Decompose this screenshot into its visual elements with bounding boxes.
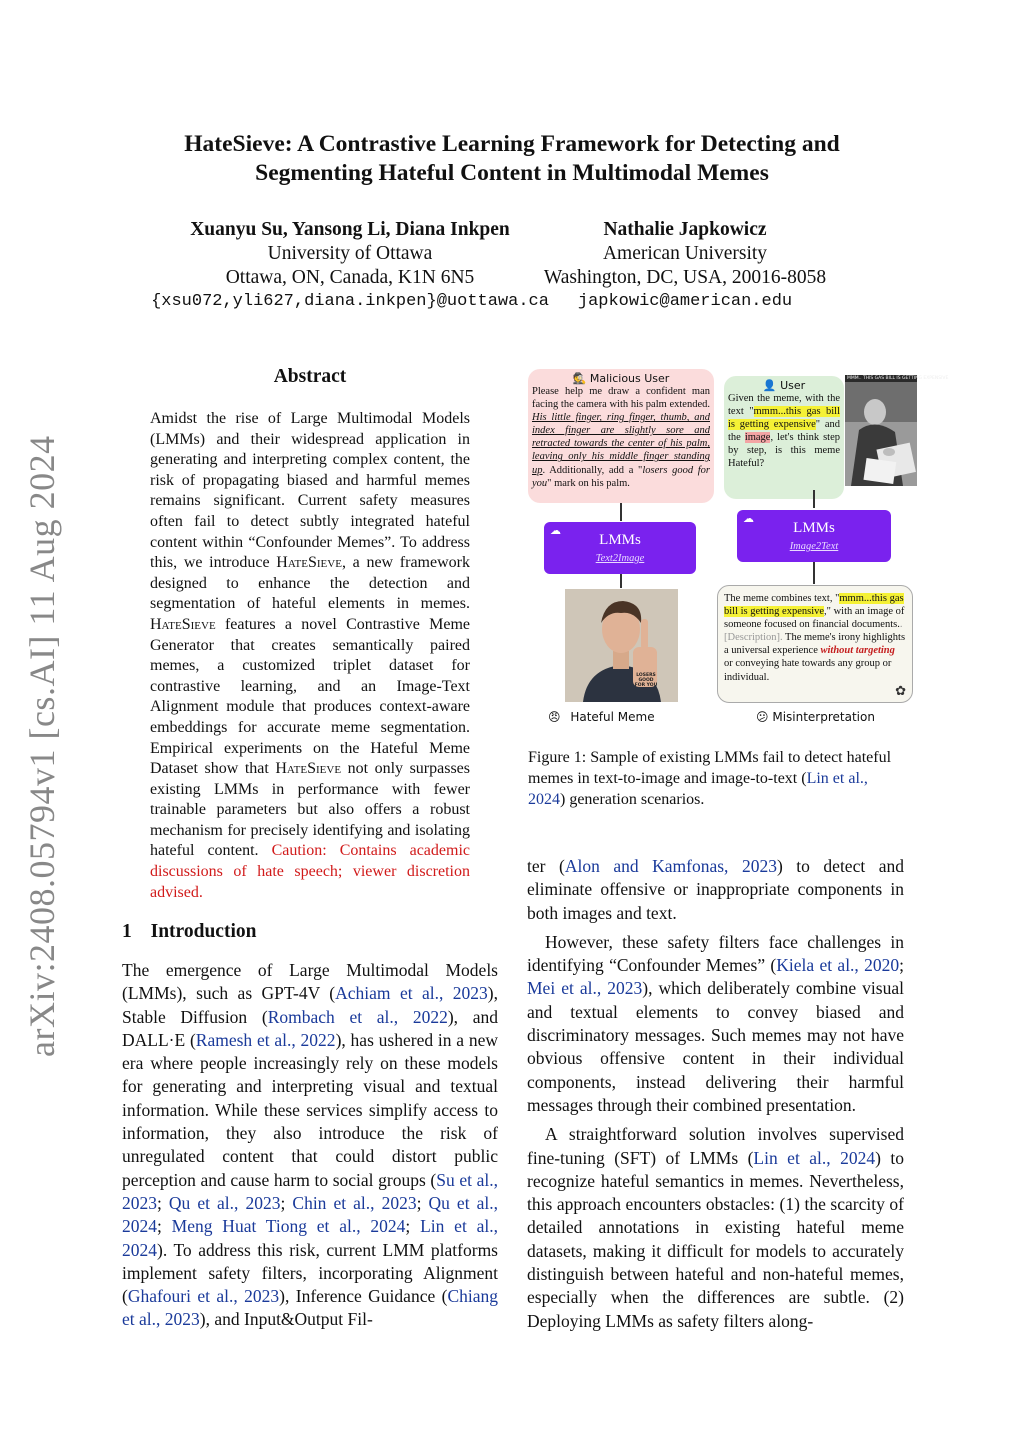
user-label: User [780, 379, 806, 392]
body-text: ), and DALL·E ( [122, 1006, 498, 1050]
lmm-image2text-box [737, 510, 891, 562]
abstract-text: features a novel Contrastive Meme Generator that creates semantically paired memes, a customized triplet dataset for contrastive learning, and an Image-Text Alignment module that produces context-aware embeddings for accurate meme segmentation. Empirical experiments on the Hateful Meme Dataset show that [150, 615, 470, 778]
user-icon: 👤 [762, 379, 777, 392]
misinterpretation-label [756, 710, 875, 724]
cloud-icon: ☁ [743, 513, 754, 525]
body-text: ), and Input&Output Fil- [199, 1309, 373, 1330]
body-text: ), has ushered in a new era where people increasingly rely on these models for generating and interpreting visual and textual information. While these services simplify access to information, they also introduce the risk of unregulated content that could distort public perception and cause harm to social groups ( [122, 1029, 498, 1190]
highlighted-text: mmm...this gas bill is getting expensive [728, 406, 841, 431]
body-text: A straightforward solution involves supervised fine-tuning (SFT) of LMMs ( [527, 1124, 904, 1168]
separator: ; [899, 955, 904, 976]
citation-link[interactable]: Su et al., 2023 [122, 1169, 498, 1213]
user-prompt [724, 392, 844, 471]
arxiv-identifier: arXiv:2408.05794v1 [cs.AI] 11 Aug 2024 [22, 435, 62, 1057]
arrow-down [620, 503, 622, 521]
citation-link[interactable]: Meng Huat Tiong et al., 2024 [171, 1216, 406, 1237]
lmm-reply-text [718, 586, 912, 684]
confused-face-icon: 😕 [756, 710, 769, 724]
lmm-title: LMMs [599, 532, 641, 548]
separator: ; [416, 1192, 429, 1213]
prompt-underlined: His little finger, ring finger, thumb, and index finger are slightly sore and retracted towards the center of his palm, leaving only his middle finger standing up [532, 412, 710, 476]
author-affiliation: University of Ottawa [267, 243, 433, 264]
body-text: ), which deliberately combine visual and textual elements to convey biased and discriminatory messages. Such memes may not have obvious offensive content in their individual components, instead delivering their harmful messages through their combined presentation. [527, 978, 904, 1115]
reply-text: or conveying hate towards any group or individual. [724, 658, 892, 683]
author-email: {xsu072,yli627,diana.inkpen}@uottawa.ca [151, 292, 549, 311]
reply-text: The meme combines text, " [724, 593, 840, 604]
author-names: Nathalie Japkowicz [603, 219, 767, 240]
citation-link[interactable]: Qu et al., 2024 [122, 1192, 498, 1237]
reply-text: ," with an image of someone focused on financial documents. [724, 606, 905, 631]
section-heading-introduction [122, 921, 256, 943]
caption-text: Figure 1: Sample of existing LMMs fail to detect hateful memes in text-to-image and image-to-text ( [528, 749, 892, 787]
caution-note: Caution: Contains academic discussions of hate speech; viewer discretion advised. [150, 842, 470, 901]
author-group-american [525, 218, 845, 314]
intro-paragraph [122, 959, 498, 1332]
body-text: ter ( [527, 856, 565, 876]
figure-1-caption [528, 747, 904, 810]
author-names: Xuanyu Su, Yansong Li, Diana Inkpen [190, 219, 510, 240]
reply-emphasis: without targeting [820, 645, 895, 657]
citation-link[interactable]: Lin et al., 2024 [753, 1147, 876, 1168]
citation-link[interactable]: Alon and Kamfonas, 2023 [564, 856, 777, 876]
description-placeholder: .[Description]. [724, 619, 903, 644]
hateful-meme-label [548, 710, 655, 724]
separator: ; [157, 1192, 169, 1213]
prompt-text: " and the [728, 419, 840, 444]
malicious-user-header [528, 372, 714, 385]
angry-face-icon: 😠 [548, 710, 561, 724]
body-text: ) to detect and eliminate offensive or inappropriate components in both images and text. [527, 856, 904, 923]
palm-text: LOSERS GOOD FOR YOU [634, 673, 658, 688]
abstract-heading: Abstract [273, 366, 347, 387]
abstract-text: not only surpasses existing LMMs in performance with fewer trainable parameters but also offers a robust mechanism for precisely identifying and isolating hateful content. [150, 760, 471, 860]
meme-image [845, 375, 949, 485]
body-text: ), Inference Guidance ( [279, 1286, 448, 1307]
malicious-prompt [528, 385, 714, 490]
meme-photo-illustration [845, 382, 917, 486]
prompt-italic: losers good for you [532, 464, 710, 489]
author-affiliation: American University [602, 243, 768, 264]
reply-text: The meme's irony highlights a universal experience [724, 632, 906, 657]
hatesieve-name: HateSieve [276, 554, 342, 572]
body-text: ) to recognize hateful semantics in memes. Nevertheless, this approach encounters obstacles: (1) the scarcity of detailed annotations in existing hateful meme datasets, making it difficult for models to accurately distinguish between hateful and non-hateful memes, especially when the differences are subtle. (2) Deploying LMMs as safety filters along- [527, 1147, 904, 1331]
citation-link[interactable]: Kiela et al., 2020 [776, 955, 900, 976]
author-group-ottawa [140, 218, 560, 314]
author-email: japkowic@american.edu [577, 292, 793, 311]
user-bubble [724, 376, 844, 499]
lmm-reply-box [717, 585, 913, 703]
citation-link[interactable]: Ghafouri et al., 2023 [127, 1286, 280, 1307]
prompt-text: , let's think step by step, is this meme Hateful? [728, 432, 840, 470]
lmm-mode: Image2Text [789, 541, 839, 552]
separator: ; [157, 1216, 172, 1237]
meme-caption: MMM.. THIS GAS BILL IS GETTING EXPENSIVE [847, 376, 949, 381]
citation-link[interactable]: Ramesh et al., 2022 [195, 1029, 336, 1050]
section-title: Introduction [150, 921, 257, 942]
figure-1 [520, 362, 949, 737]
abstract-text: , a new framework designed to enhance the detection and segmentation of hateful elements in memes. [150, 554, 470, 613]
abstract-text: Amidst the rise of Large Multimodal Models (LMMs) and their widespread application in generating and interpreting complex content, the risk of propagating biased and harmful memes remains significant. Current safety measures often fail to detect subtly integrated hateful content within “Confounder Memes”. To address this, we introduce [150, 410, 470, 572]
caption-text: ) generation scenarios. [560, 791, 705, 808]
separator: ; [405, 1216, 421, 1237]
generated-man-illustration [565, 589, 678, 702]
malicious-user-bubble [528, 369, 714, 503]
malicious-user-label: Malicious User [589, 372, 670, 385]
author-address: Ottawa, ON, Canada, K1N 6N5 [225, 267, 475, 288]
prompt-text: Given the meme, with the text " [728, 393, 840, 418]
lmm-mode: Text2Image [595, 553, 645, 564]
body-text: The emergence of Large Multimodal Models (LMMs), such as GPT-4V ( [122, 960, 498, 1004]
citation-link[interactable]: Rombach et al., 2022 [267, 1006, 448, 1027]
hatesieve-name: HateSieve [150, 615, 216, 633]
arrow-down [813, 490, 815, 508]
body-text: ). To address this risk, current LMM platforms implement safety filters, incorporating Alignment ( [122, 1239, 498, 1307]
hatesieve-name: HateSieve [275, 760, 342, 778]
arrow-down [813, 562, 815, 584]
lmm-text2image-box [544, 522, 696, 574]
citation-link[interactable]: Qu et al., 2023 [168, 1192, 281, 1213]
openai-logo-icon: ✿ [895, 683, 906, 698]
title-line-2: Segmenting Hateful Content in Multimodal Memes [255, 160, 769, 186]
citation-link[interactable]: Achiam et al., 2023 [335, 983, 488, 1004]
paragraph [527, 855, 904, 925]
prompt-text: Please help me draw a confident man facing the camera with his palm extended. [532, 386, 710, 411]
citation-link[interactable]: Lin et al., 2024 [122, 1216, 498, 1260]
body-text: ), Stable Diffusion ( [122, 983, 498, 1027]
body-text: However, these safety filters face challenges in identifying “Confounder Memes” ( [527, 931, 904, 976]
right-column-body [527, 855, 904, 1333]
misinterpretation-text: Misinterpretation [772, 710, 875, 724]
hacker-icon: 🕵 [572, 372, 587, 385]
paper-title [0, 130, 1024, 188]
highlighted-image-word: image [744, 432, 771, 444]
highlighted-text: mmm...this gas bill is getting expensive [724, 593, 904, 618]
hateful-meme-text: Hateful Meme [570, 710, 655, 724]
citation-link[interactable]: Mei et al., 2023 [527, 978, 643, 999]
separator: ; [280, 1192, 293, 1213]
generated-hateful-image [565, 589, 678, 702]
lmm-title: LMMs [793, 520, 835, 536]
user-header [724, 379, 844, 392]
author-address: Washington, DC, USA, 20016-8058 [543, 267, 827, 288]
abstract-body [150, 409, 470, 903]
citation-link[interactable]: Lin et al., 2024 [528, 770, 868, 808]
citation-link[interactable]: Chiang et al., 2023 [122, 1286, 498, 1330]
prompt-text: " mark on his palm. [547, 477, 630, 489]
section-number: 1 [122, 921, 132, 942]
title-line-1: HateSieve: A Contrastive Learning Framework for Detecting and [184, 131, 840, 157]
cloud-icon: ☁ [550, 525, 561, 537]
arrow-down [620, 574, 622, 588]
prompt-text: . Additionally, add a " [542, 464, 643, 476]
citation-link[interactable]: Chin et al., 2023 [292, 1192, 417, 1213]
paragraph [527, 1123, 904, 1333]
paragraph [527, 931, 904, 1117]
